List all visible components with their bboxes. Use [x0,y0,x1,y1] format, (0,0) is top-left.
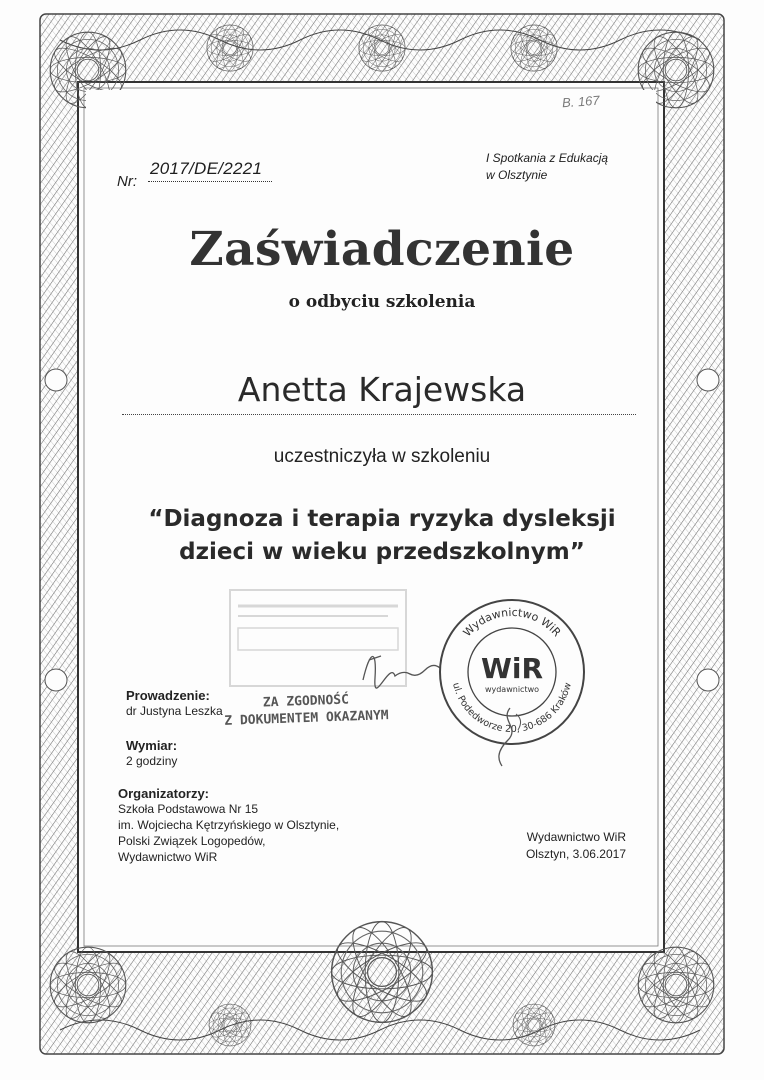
duration-value: 2 godziny [126,754,178,768]
stamp-line: ZA ZGODNOŚĆ [262,692,350,711]
certificate-number: 2017/DE/2221 [148,159,272,182]
event-line: I Spotkania z Edukacją [486,151,609,165]
event-line: w Olsztynie [486,168,548,182]
participant-name: Anetta Krajewska [237,370,527,409]
stamp-line: Z DOKUMENTEM OKAZANYM [224,708,389,729]
signature [355,640,445,700]
seal-logo: WiR [480,652,544,685]
organizers-label: Organizatorzy: [118,786,210,801]
name-underline [122,414,636,415]
organizer-line: im. Wojciecha Kętrzyńskiego w Olsztynie, [118,818,340,832]
seal-ring-bottom: ul. Podedworze 20, 30-686 Kraków [450,681,574,736]
certificate-subtitle: o odbyciu szkolenia [288,292,476,312]
organizer-line: Wydawnictwo WiR [118,850,218,864]
corner-note: B. 167 [561,92,601,111]
leading-value: dr Justyna Leszka [126,704,223,718]
organizer-line: Szkoła Podstawowa Nr 15 [118,802,259,816]
issuer-line: Olsztyn, 3.06.2017 [525,847,626,861]
seal-ring-top: Wydawnictwo WiR [460,605,564,640]
certificate-title: Zaświadczenie [189,222,575,277]
participated-text: uczestniczyła w szkoleniu [273,446,491,467]
leading-section [126,688,223,719]
course-title [0,503,764,569]
seal-logo-sub: wydawnictwo [484,685,540,694]
organizer-line: Polski Związek Logopedów, [118,834,266,848]
seal-signature [480,700,540,770]
issuer-line: Wydawnictwo WiR [526,830,626,844]
course-title-line: dzieci w wieku przedszkolnym” [179,539,585,565]
course-title-line: “Diagnoza i terapia ryzyka dysleksji [148,506,616,532]
svg-text:Wydawnictwo WiR [461,606,564,640]
leading-label: Prowadzenie: [126,688,210,703]
duration-section [126,738,177,769]
number-label: Nr: [117,173,137,190]
organizers-section [118,786,339,865]
duration-label: Wymiar: [126,738,178,753]
issuer-block [516,829,626,863]
event-name [486,150,608,184]
